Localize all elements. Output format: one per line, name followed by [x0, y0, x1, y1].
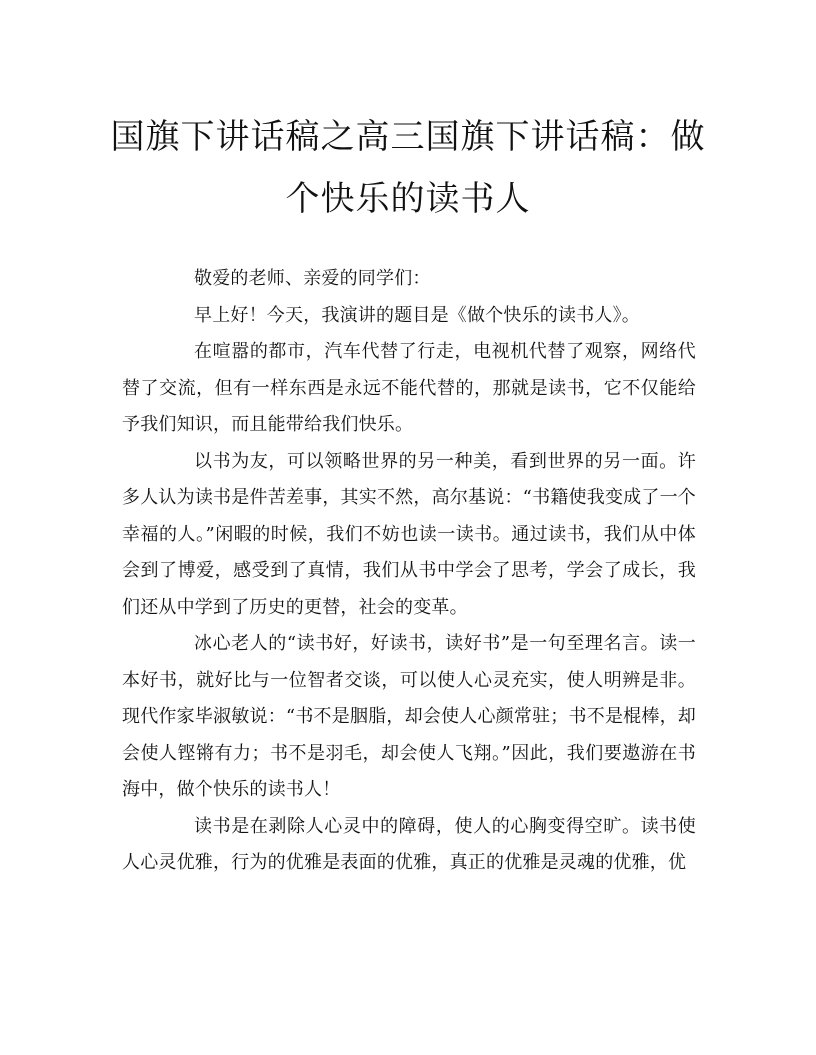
paragraph-opening: 早上好！今天，我演讲的题目是《做个快乐的读书人》。 — [194, 304, 640, 326]
paragraph-body: 读书是在剥除人心灵中的障碍，使人的心胸变得空旷。读书使人心灵优雅，行为的优雅是表面的优雅，真正的优雅是灵魂的优雅，优 — [122, 815, 696, 873]
paragraph-body: 以书为友，可以领略世界的另一种美，看到世界的另一面。许多人认为读书是件苦差事，其实不然，高尔基说：“书籍使我变成了一个幸福的人。”闲暇的时候，我们不妨也读一读书。通过读书，我们从中体会到了博爱，感受到了真情，我们从书中学会了思考，学会了成长，我们还从中学到了历史的更替，社会的变革。 — [122, 450, 696, 618]
paragraph-greeting: 敬爱的老师、亲爱的同学们： — [194, 268, 431, 289]
paragraph-body: 冰心老人的“读书好，好读书，读好书”是一句至理名言。读一本好书，就好比与一位智者交谈，可以使人心灵充实，使人明辨是非。现代作家毕淑敏说：“书不是胭脂，却会使人心颜常驻；书不是棍棒，却会使人铿锵有力；书不是羽毛，却会使人飞翔。”因此，我们要遨游在书海中，做个快乐的读书人！ — [122, 633, 696, 800]
document-body — [122, 261, 696, 882]
document-title: 国旗下讲话稿之高三国旗下讲话稿：做个快乐的读书人 — [110, 117, 706, 219]
paragraph-body: 在喧嚣的都市，汽车代替了行走，电视机代替了观察，网络代替了交流，但有一样东西是永远不能代替的，那就是读书，它不仅能给予我们知识，而且能带给我们快乐。 — [122, 341, 696, 435]
